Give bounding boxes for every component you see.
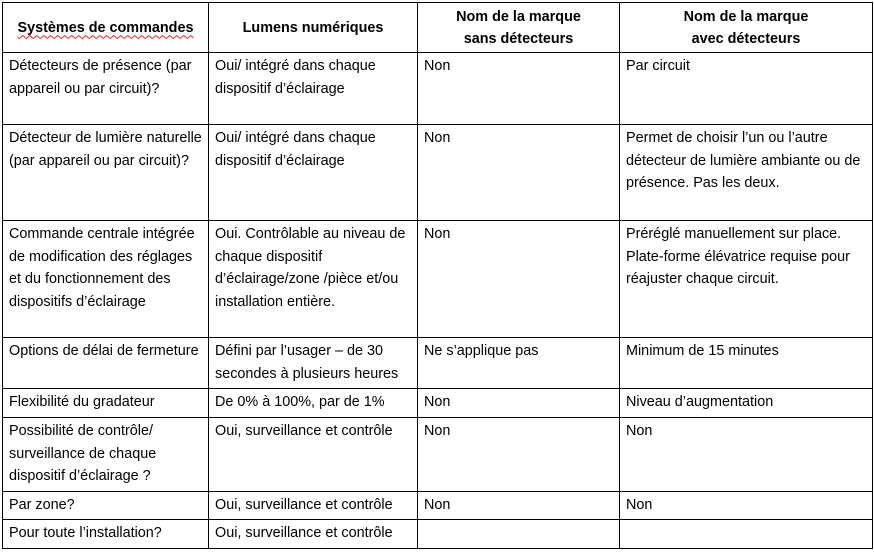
table-row — [3, 338, 873, 389]
table-cell: Possibilité de contrôle/ surveillance de chaque dispositif d’éclairage ? — [3, 418, 209, 492]
table-cell: Non — [418, 53, 620, 125]
header-systemes: Systèmes de commandes — [3, 3, 209, 53]
table-cell: Par zone? — [3, 491, 209, 520]
table-row — [3, 389, 873, 418]
table-cell: Options de délai de fermeture — [3, 338, 209, 389]
table-cell: Non — [418, 389, 620, 418]
header-lumens: Lumens numériques — [209, 3, 418, 53]
table-cell — [418, 520, 620, 549]
table-cell: Ne s’applique pas — [418, 338, 620, 389]
header-row — [3, 3, 873, 53]
table-cell: Par circuit — [620, 53, 873, 125]
table-row — [3, 53, 873, 125]
table-cell: Pour toute l’installation? — [3, 520, 209, 549]
table-cell: Détecteur de lumière naturelle (par appareil ou par circuit)? — [3, 125, 209, 221]
table-row — [3, 221, 873, 338]
table-cell: Flexibilité du gradateur — [3, 389, 209, 418]
table-cell: Oui. Contrôlable au niveau de chaque dispositif d’éclairage/zone /pièce et/ou installation entière. — [209, 221, 418, 338]
table-cell: Oui, surveillance et contrôle — [209, 418, 418, 492]
header-sans-detecteurs: Nom de la marque sans détecteurs — [418, 3, 620, 53]
table-cell: Non — [418, 221, 620, 338]
table-cell: Non — [418, 491, 620, 520]
table-cell: Oui, surveillance et contrôle — [209, 520, 418, 549]
table-cell: Non — [418, 418, 620, 492]
table-row — [3, 418, 873, 492]
table-row — [3, 520, 873, 549]
table-cell: Permet de choisir l’un ou l’autre détecteur de lumière ambiante ou de présence. Pas les deux. — [620, 125, 873, 221]
table-cell: Non — [620, 491, 873, 520]
table-cell: Défini par l’usager – de 30 secondes à plusieurs heures — [209, 338, 418, 389]
table-cell: Détecteurs de présence (par appareil ou par circuit)? — [3, 53, 209, 125]
table-cell: Minimum de 15 minutes — [620, 338, 873, 389]
table-cell: Oui, surveillance et contrôle — [209, 491, 418, 520]
table-cell: Commande centrale intégrée de modification des réglages et du fonctionnement des dispositifs d’éclairage — [3, 221, 209, 338]
comparison-table — [2, 2, 873, 549]
table-cell: Oui/ intégré dans chaque dispositif d’éclairage — [209, 125, 418, 221]
table-row — [3, 491, 873, 520]
table-row — [3, 125, 873, 221]
table-cell: De 0% à 100%, par de 1% — [209, 389, 418, 418]
header-avec-detecteurs: Nom de la marque avec détecteurs — [620, 3, 873, 53]
table-cell: Niveau d’augmentation — [620, 389, 873, 418]
table-cell — [620, 520, 873, 549]
table-cell: Oui/ intégré dans chaque dispositif d’éclairage — [209, 53, 418, 125]
table-cell: Non — [620, 418, 873, 492]
table-cell: Non — [418, 125, 620, 221]
table-cell: Préréglé manuellement sur place. Plate-forme élévatrice requise pour réajuster chaque circuit. — [620, 221, 873, 338]
